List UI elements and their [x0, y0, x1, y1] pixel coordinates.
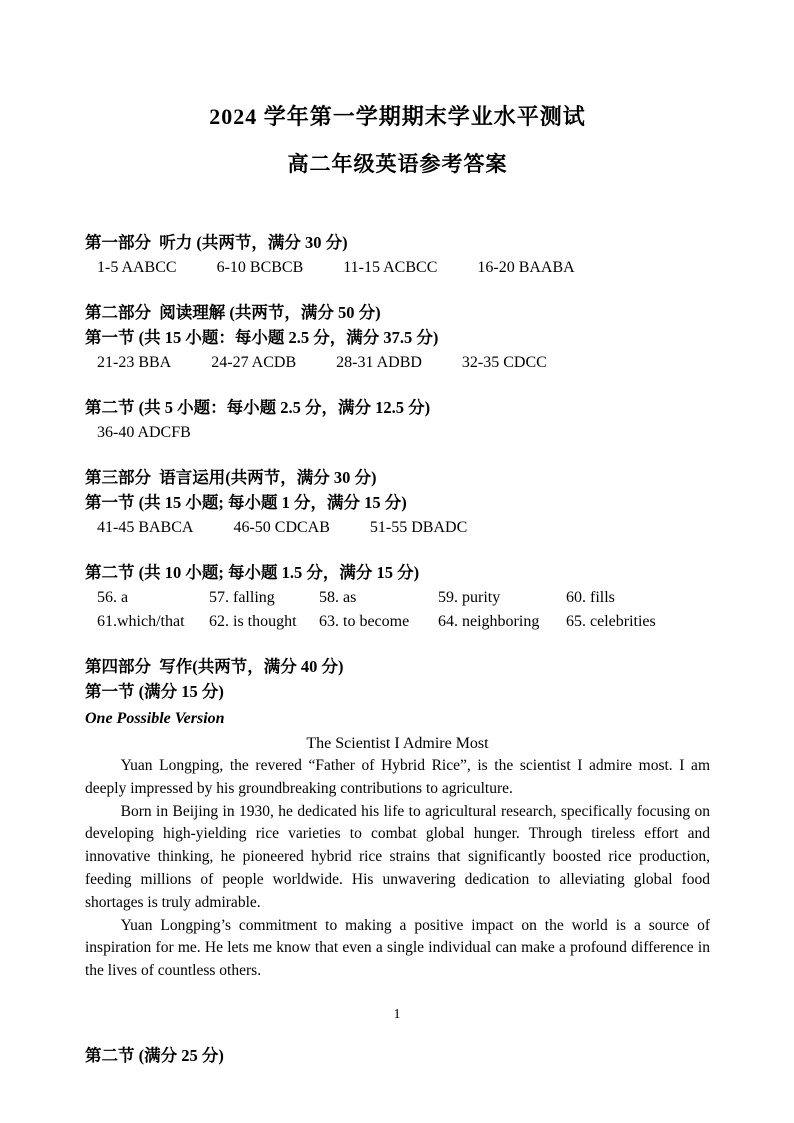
answer-group: 1-5 AABCC: [97, 259, 177, 276]
part4-section1-heading: 第一节 (满分 15 分): [85, 682, 224, 701]
answer-item: 62. is thought: [209, 613, 297, 630]
answer-group: 46-50 CDCAB: [233, 519, 330, 536]
part2-heading: 第二部分 阅读理解 (共两节，满分 50 分): [85, 303, 381, 322]
document-title: 2024 学年第一学期期末学业水平测试: [209, 104, 586, 129]
part3-section1-answers-row: [85, 517, 710, 539]
answer-group: 28-31 ADBD: [336, 354, 422, 371]
document-subtitle: 高二年级英语参考答案: [287, 152, 508, 176]
part2-section2-answers-row: [85, 422, 710, 444]
answer-group: 6-10 BCBCB: [216, 259, 304, 276]
answer-item: 58. as: [319, 589, 357, 606]
answer-group: 32-35 CDCC: [461, 354, 547, 371]
essay-title: The Scientist I Admire Most: [306, 735, 489, 752]
part3-section2-answers-row2: [85, 611, 710, 633]
part2-section2-heading: 第二节 (共 5 小题：每小题 2.5 分，满分 12.5 分): [85, 398, 431, 417]
answer-item: 60. fills: [566, 589, 615, 606]
part3-heading: 第三部分 语言运用(共两节，满分 30 分): [85, 468, 377, 487]
answer-item: 59. purity: [438, 589, 501, 606]
part2-section1-heading: 第一节 (共 15 小题：每小题 2.5 分，满分 37.5 分): [85, 328, 439, 347]
essay-paragraph: Born in Beijing in 1930, he dedicated his life to agricultural research, specifically focusing on developing high-yielding rice varieties to combat global hunger. Through tireless effort and innovative thinking, he pioneered hybrid rice strains that significantly boosted rice production, feeding millions of people worldwide. His unwavering dedication to alleviating global food shortages is truly admirable.: [85, 802, 710, 911]
part3-section2-answers-row1: [85, 587, 710, 609]
answer-item: 61.which/that: [97, 613, 185, 630]
answer-group: 24-27 ACDB: [211, 354, 297, 371]
part2-section1-answers-row: [85, 352, 710, 374]
answer-item: 56. a: [97, 589, 129, 606]
one-possible-version-label: One Possible Version: [85, 710, 225, 727]
part1-heading: 第一部分 听力 (共两节，满分 30 分): [85, 233, 348, 252]
answer-group: 51-55 DBADC: [369, 519, 468, 536]
part1-answers-row: [85, 257, 710, 279]
answer-group: 16-20 BAABA: [477, 259, 575, 276]
answer-item: 65. celebrities: [566, 613, 656, 630]
answer-group: 11-15 ACBCC: [343, 259, 438, 276]
answer-item: 64. neighboring: [438, 613, 540, 630]
part4-heading: 第四部分 写作(共两节，满分 40 分): [85, 657, 344, 676]
page-number: 1: [393, 1007, 401, 1022]
answer-group: 21-23 BBA: [97, 354, 172, 371]
part3-section2-heading: 第二节 (共 10 小题; 每小题 1.5 分，满分 15 分): [85, 563, 420, 582]
part3-section1-heading: 第一节 (共 15 小题; 每小题 1 分，满分 15 分): [85, 493, 407, 512]
answer-group: 41-45 BABCA: [97, 519, 194, 536]
answer-group: 36-40 ADCFB: [97, 424, 191, 441]
essay-paragraph: Yuan Longping’s commitment to making a positive impact on the world is a source of inspiration for me. He lets me know that even a single individual can make a profound difference in the lives of countless others.: [85, 916, 710, 980]
essay-paragraph: Yuan Longping, the revered “Father of Hybrid Rice”, is the scientist I admire most. I am deeply impressed by his groundbreaking contributions to agriculture.: [85, 757, 710, 797]
part4-section2-heading: 第二节 (满分 25 分): [85, 1045, 224, 1065]
answer-item: 63. to become: [319, 613, 410, 630]
answer-item: 57. falling: [209, 589, 275, 606]
